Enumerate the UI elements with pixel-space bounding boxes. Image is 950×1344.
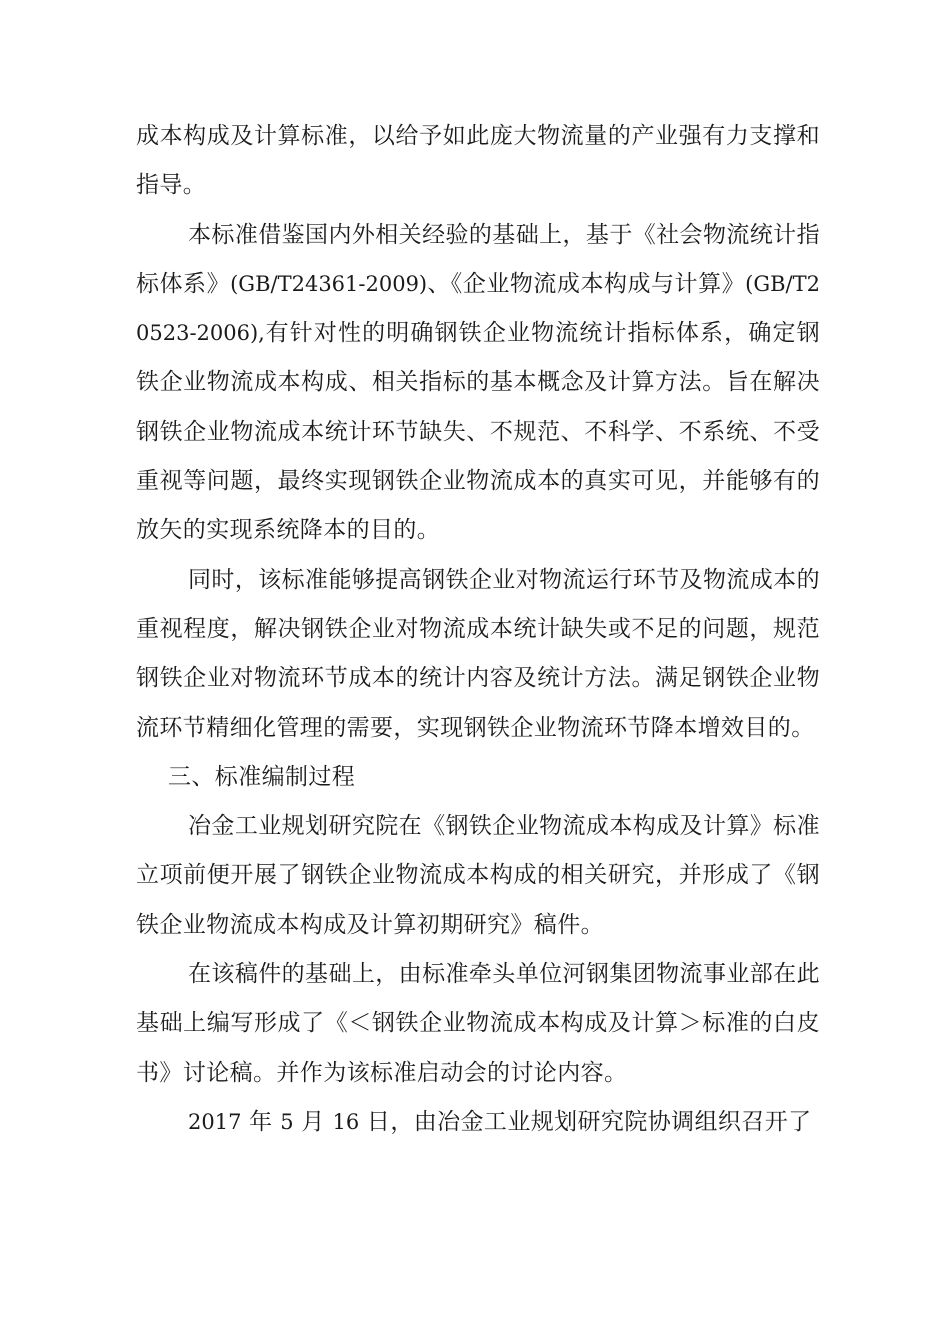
paragraph-text: 成本构成及计算标准，以给予如此庞大物流量的产业强有力支撑和指导。 [136, 123, 820, 199]
date-unit-month: 月 [293, 1108, 333, 1135]
date-day: 16 [332, 1109, 360, 1134]
section-heading [136, 753, 820, 802]
paragraph-continued [136, 112, 820, 211]
paragraph-text: 同时，该标准能够提高钢铁企业对物流运行环节及物流成本的重视程度，解决钢铁企业对物流成本统计缺失或不足的问题，规范钢铁企业对物流环节成本的统计内容及统计方法。满足钢铁企业物流环节精细化管理的需要，实现钢铁企业物流环节降本增效目的。 [136, 566, 820, 741]
paragraph-standard-benefits [136, 556, 820, 753]
standard-code-gb-t20523: (GB/T20523-2006), [136, 271, 820, 346]
section-heading-text: 三、标准编制过程 [168, 763, 356, 790]
paragraph-text: 有针对性的明确钢铁企业物流统计指标体系，确定钢铁企业物流成本构成、相关指标的基本概念及计算方法。旨在解决钢铁企业物流成本统计环节缺失、不规范、不科学、不系统、不受重视等问题，最终实现钢铁企业物流成本的真实可见，并能够有的放矢的实现系统降本的目的。 [136, 320, 820, 544]
paragraph-white-paper [136, 950, 820, 1098]
paragraph-preliminary-research [136, 802, 820, 950]
standard-code-gb-t24361: (GB/T24361-2009) [230, 271, 428, 296]
paragraph-standard-basis [136, 211, 820, 556]
paragraph-meeting-date [136, 1098, 820, 1147]
date-year: 2017 [188, 1109, 242, 1134]
paragraph-text: 本标准借鉴国内外相关经验的基础上，基于《社会物流统计指标体系》 [136, 221, 820, 297]
document-body [136, 112, 820, 1147]
date-unit-year: 年 [241, 1108, 281, 1135]
paragraph-text: 冶金工业规划研究院在《钢铁企业物流成本构成及计算》标准立项前便开展了钢铁企业物流成本构成的相关研究，并形成了《钢铁企业物流成本构成及计算初期研究》稿件。 [136, 813, 820, 938]
paragraph-text: 、《企业物流成本构成与计算》 [427, 270, 746, 297]
paragraph-text: 日，由冶金工业规划研究院协调组织召开了 [359, 1108, 812, 1135]
paragraph-text: 在该稿件的基础上，由标准牵头单位河钢集团物流事业部在此基础上编写形成了《＜钢铁企业物流成本构成及计算＞标准的白皮书》讨论稿。并作为该标准启动会的讨论内容。 [136, 961, 820, 1086]
date-month: 5 [280, 1109, 294, 1134]
